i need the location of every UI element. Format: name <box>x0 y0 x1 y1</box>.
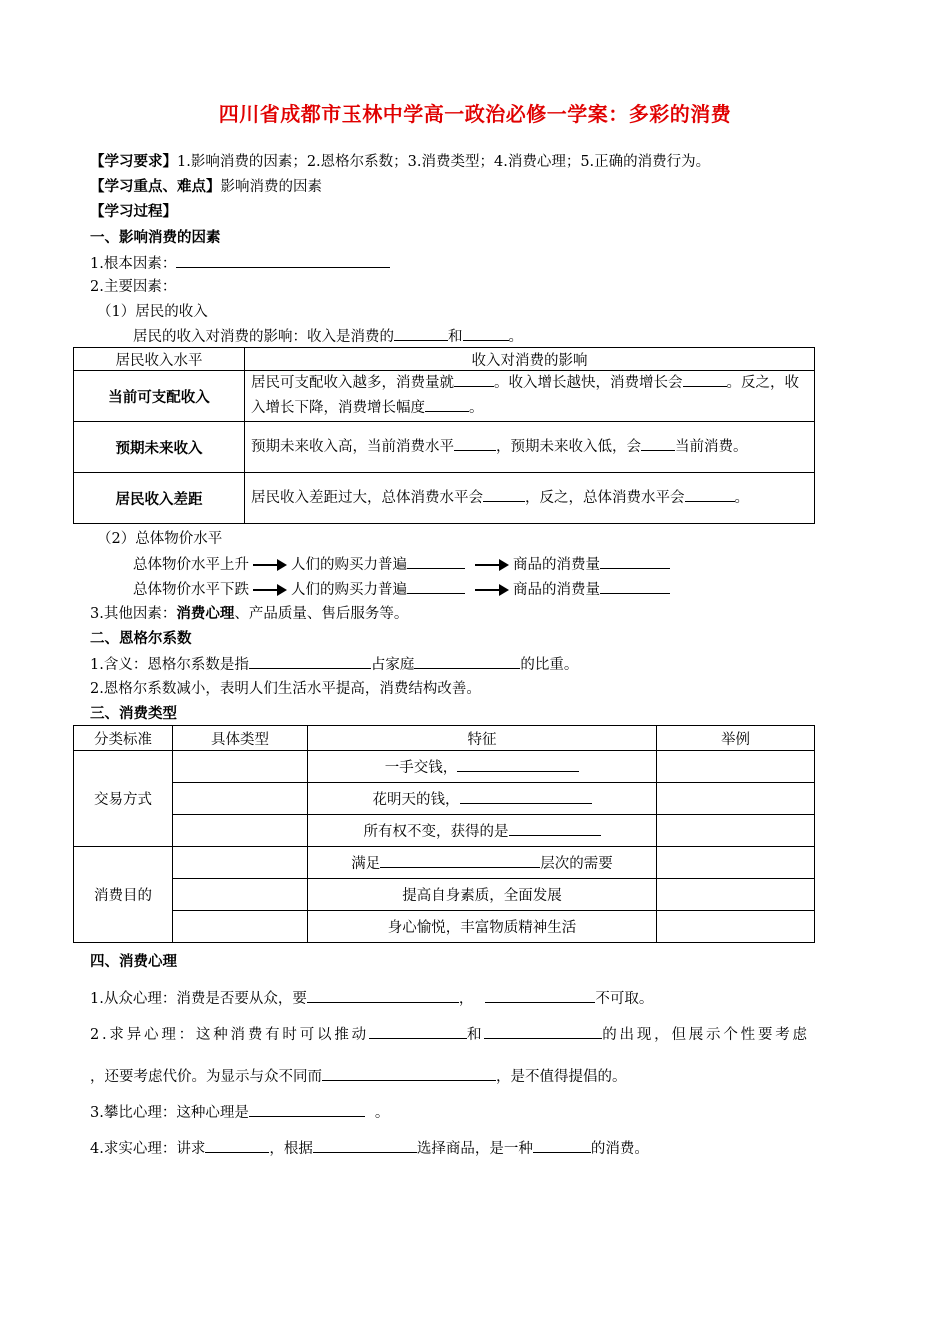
text: 人们的购买力普遍 <box>291 582 407 598</box>
table-row <box>74 879 815 911</box>
text: 的比重。 <box>520 657 579 673</box>
key-text: 影响消费的因素 <box>220 179 322 195</box>
text: 占家庭 <box>370 657 415 673</box>
req-text: 1.影响消费的因素；2.恩格尔系数；3.消费类型；4.消费心理；5.正确的消费行为。 <box>177 154 711 170</box>
text: 、产品质量、售后服务等。 <box>234 606 409 622</box>
feature-cell <box>308 783 657 815</box>
key-label: 【学习重点、难点】 <box>90 178 221 195</box>
feature-cell: 提高自身素质，全面发展 <box>308 879 657 911</box>
type-cell[interactable] <box>173 911 308 943</box>
other-factors <box>90 604 408 624</box>
table-row <box>74 911 815 943</box>
table-row <box>74 815 815 847</box>
text: 满足 <box>351 856 381 872</box>
text: 商品的消费量 <box>513 557 600 573</box>
text: ，反之，总体消费水平会 <box>525 489 685 506</box>
table-row <box>74 783 815 815</box>
arrow-icon <box>253 584 287 596</box>
blank[interactable] <box>600 579 670 594</box>
example-cell[interactable] <box>657 879 815 911</box>
blank[interactable] <box>425 397 469 412</box>
example-cell[interactable] <box>657 751 815 783</box>
text: 2.求异心理：这种消费有时可以推动 <box>90 1027 369 1043</box>
text: 总体物价水平上升 <box>133 557 249 573</box>
engel-meaning: 2.恩格尔系数减小，表明人们生活水平提高，消费结构改善。 <box>90 681 481 697</box>
table-row <box>74 751 815 783</box>
category-cell: 消费目的 <box>74 847 173 943</box>
text: ， <box>458 991 474 1007</box>
text: 。 <box>374 1105 390 1121</box>
text: 。 <box>469 400 484 416</box>
table-header: 收入对消费的影响 <box>245 348 815 371</box>
table-row <box>74 847 815 879</box>
blank[interactable] <box>307 988 459 1003</box>
novelty-mentality-cont <box>90 1066 627 1087</box>
arrow-icon <box>475 584 509 596</box>
text: 3.其他因素： <box>90 606 177 622</box>
text: 预期未来收入高，当前消费水平 <box>251 438 454 455</box>
text: 和 <box>448 329 463 345</box>
section-3-heading: 三、消费类型 <box>90 705 177 722</box>
type-cell[interactable] <box>173 751 308 783</box>
text: 一手交钱， <box>384 760 458 776</box>
text: 居民可支配收入越多，消费量就 <box>251 375 454 391</box>
comparison-mentality <box>90 1102 389 1123</box>
price-up-row <box>133 554 670 575</box>
row-key: 当前可支配收入 <box>74 371 245 422</box>
price-subheading: （2）总体物价水平 <box>97 531 223 547</box>
text: ，预期未来收入低，会 <box>496 438 641 455</box>
blank[interactable] <box>454 436 496 451</box>
section-1-heading: 一、影响消费的因素 <box>90 229 221 246</box>
engel-definition <box>90 654 578 675</box>
blank[interactable] <box>249 654 371 669</box>
blank[interactable] <box>322 1066 496 1081</box>
learning-requirements <box>90 152 710 172</box>
text: 层次的需要 <box>540 856 613 872</box>
text: 居民收入差距过大，总体消费水平会 <box>251 489 483 506</box>
income-table <box>73 347 815 524</box>
text: 的消费。 <box>590 1141 649 1157</box>
feature-cell <box>308 815 657 847</box>
example-cell[interactable] <box>657 847 815 879</box>
text: 1.从众心理：消费是否要从众，要 <box>90 991 307 1007</box>
blank[interactable] <box>394 326 448 341</box>
text: 。收入增长越快，消费增长会 <box>494 375 683 391</box>
practical-mentality <box>90 1138 649 1159</box>
row-key: 居民收入差距 <box>74 473 245 524</box>
blank[interactable] <box>176 253 390 268</box>
root-factor-label: 1.根本因素： <box>90 256 177 272</box>
type-cell[interactable] <box>173 847 308 879</box>
text: 不可取。 <box>595 991 654 1007</box>
table-header: 居民收入水平 <box>74 348 245 371</box>
blank[interactable] <box>369 1024 467 1039</box>
table-header: 具体类型 <box>173 726 308 751</box>
table-row <box>74 371 815 422</box>
section-2-heading: 二、恩格尔系数 <box>90 630 192 647</box>
blank[interactable] <box>483 487 525 502</box>
table-header: 分类标准 <box>74 726 173 751</box>
text: 当前消费。 <box>675 438 748 455</box>
blank[interactable] <box>460 789 592 804</box>
blank[interactable] <box>414 654 520 669</box>
row-key: 预期未来收入 <box>74 422 245 473</box>
root-factor <box>90 253 390 274</box>
blank[interactable] <box>457 757 579 772</box>
row-value <box>245 422 815 473</box>
type-cell[interactable] <box>173 879 308 911</box>
income-effect <box>133 326 523 347</box>
text: 花明天的钱， <box>372 792 460 808</box>
blank[interactable] <box>380 853 540 868</box>
blank[interactable] <box>600 554 670 569</box>
blank[interactable] <box>463 326 509 341</box>
blank[interactable] <box>641 436 675 451</box>
blank[interactable] <box>485 988 595 1003</box>
text: 。 <box>508 329 523 345</box>
blank[interactable] <box>205 1138 269 1153</box>
arrow-icon <box>475 559 509 571</box>
text: 所有权不变，获得的是 <box>363 824 509 840</box>
type-cell[interactable] <box>173 815 308 847</box>
page-title: 四川省成都市玉林中学高一政治必修一学案：多彩的消费 <box>218 102 732 126</box>
text: 1.含义：恩格尔系数是指 <box>90 657 249 673</box>
text: 居民的收入对消费的影响：收入是消费的 <box>133 329 394 345</box>
text: 消费心理 <box>176 605 235 622</box>
text: 4.求实心理：讲求 <box>90 1141 206 1157</box>
blank[interactable] <box>249 1102 365 1117</box>
herd-mentality <box>90 988 653 1009</box>
text: ，根据 <box>269 1141 313 1157</box>
novelty-mentality <box>90 1024 810 1045</box>
category-cell: 交易方式 <box>74 751 173 847</box>
text: 商品的消费量 <box>513 582 600 598</box>
process-label: 【学习过程】 <box>90 203 177 220</box>
consumption-type-table <box>73 725 815 943</box>
table-row <box>74 473 815 524</box>
text: 。反之，收入增长下降，消费增长幅度 <box>251 375 799 416</box>
text: 的出现，但展示个性要考虑 <box>602 1027 810 1043</box>
table-row <box>74 422 815 473</box>
text: 总体物价水平下跌 <box>133 582 249 598</box>
section-4-heading: 四、消费心理 <box>90 953 177 970</box>
price-down-row <box>133 579 670 600</box>
text: 3.攀比心理：这种心理是 <box>90 1105 249 1121</box>
table-header: 特征 <box>308 726 657 751</box>
text: ，还要考虑代价。为显示与众不同而 <box>90 1069 322 1085</box>
arrow-icon <box>253 559 287 571</box>
blank[interactable] <box>509 821 601 836</box>
type-cell[interactable] <box>173 783 308 815</box>
blank[interactable] <box>454 372 494 387</box>
text: 选择商品，是一种 <box>416 1141 533 1157</box>
example-cell[interactable] <box>657 783 815 815</box>
row-value <box>245 473 815 524</box>
table-header: 举例 <box>657 726 815 751</box>
blank[interactable] <box>533 1138 591 1153</box>
blank[interactable] <box>407 579 465 594</box>
req-label: 【学习要求】 <box>90 153 177 170</box>
example-cell[interactable] <box>657 815 815 847</box>
text: ，是不值得提倡的。 <box>496 1069 627 1085</box>
feature-cell <box>308 847 657 879</box>
text: 人们的购买力普遍 <box>291 557 407 573</box>
blank[interactable] <box>313 1138 417 1153</box>
feature-cell <box>308 751 657 783</box>
text: 和 <box>466 1027 485 1043</box>
blank[interactable] <box>407 554 465 569</box>
income-subheading: （1）居民的收入 <box>97 304 208 320</box>
blank[interactable] <box>484 1024 602 1039</box>
blank[interactable] <box>683 372 727 387</box>
blank[interactable] <box>685 487 735 502</box>
key-points <box>90 177 322 197</box>
feature-cell: 身心愉悦，丰富物质精神生活 <box>308 911 657 943</box>
example-cell[interactable] <box>657 911 815 943</box>
text: 。 <box>734 489 749 506</box>
row-value <box>245 371 815 422</box>
main-factors: 2.主要因素： <box>90 279 177 295</box>
